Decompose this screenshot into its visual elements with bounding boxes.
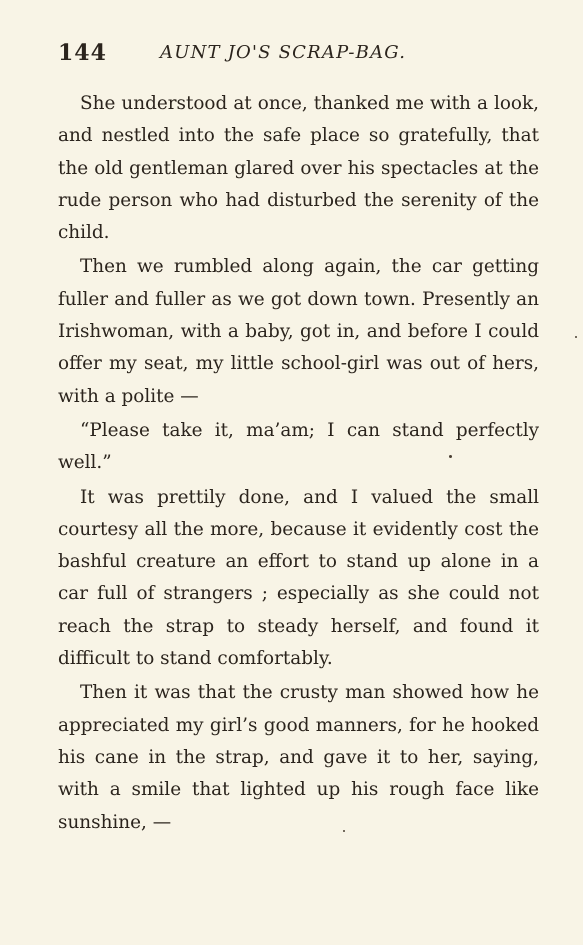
page-number: 144 <box>58 40 107 66</box>
paragraph: “Please take it, ma’am; I can stand perfectly well.” <box>58 419 539 474</box>
page-header <box>58 40 538 70</box>
ink-speck <box>343 830 345 832</box>
running-title: AUNT JO'S SCRAP-BAG. <box>160 42 407 63</box>
body-text <box>58 88 539 841</box>
paragraph: She understood at once, thanked me with a look, and nestled into the safe place so gratefully, that the old gentleman glared over his spectacles at the rude person who had disturbed the serenity of the child. <box>58 93 539 244</box>
ink-speck <box>449 455 452 458</box>
ink-speck <box>575 336 577 338</box>
paragraph: It was prettily done, and I valued the small courtesy all the more, because it evidently cost the bashful creature an effort to stand up alone in a car full of strangers ; especially as she could not reach the strap to steady herself, and found it difficult to stand comfortably. <box>58 486 539 670</box>
paragraph: Then it was that the crusty man showed how he appreciated my girl’s good manners, for he hooked his cane in the strap, and gave it to her, saying, with a smile that lighted up his rough face like sunshine, — <box>58 682 539 833</box>
paragraph: Then we rumbled along again, the car getting fuller and fuller as we got down town. Presently an Irishwoman, with a baby, got in, and before I could offer my seat, my little school-girl was out of hers, with a polite — <box>58 256 539 407</box>
